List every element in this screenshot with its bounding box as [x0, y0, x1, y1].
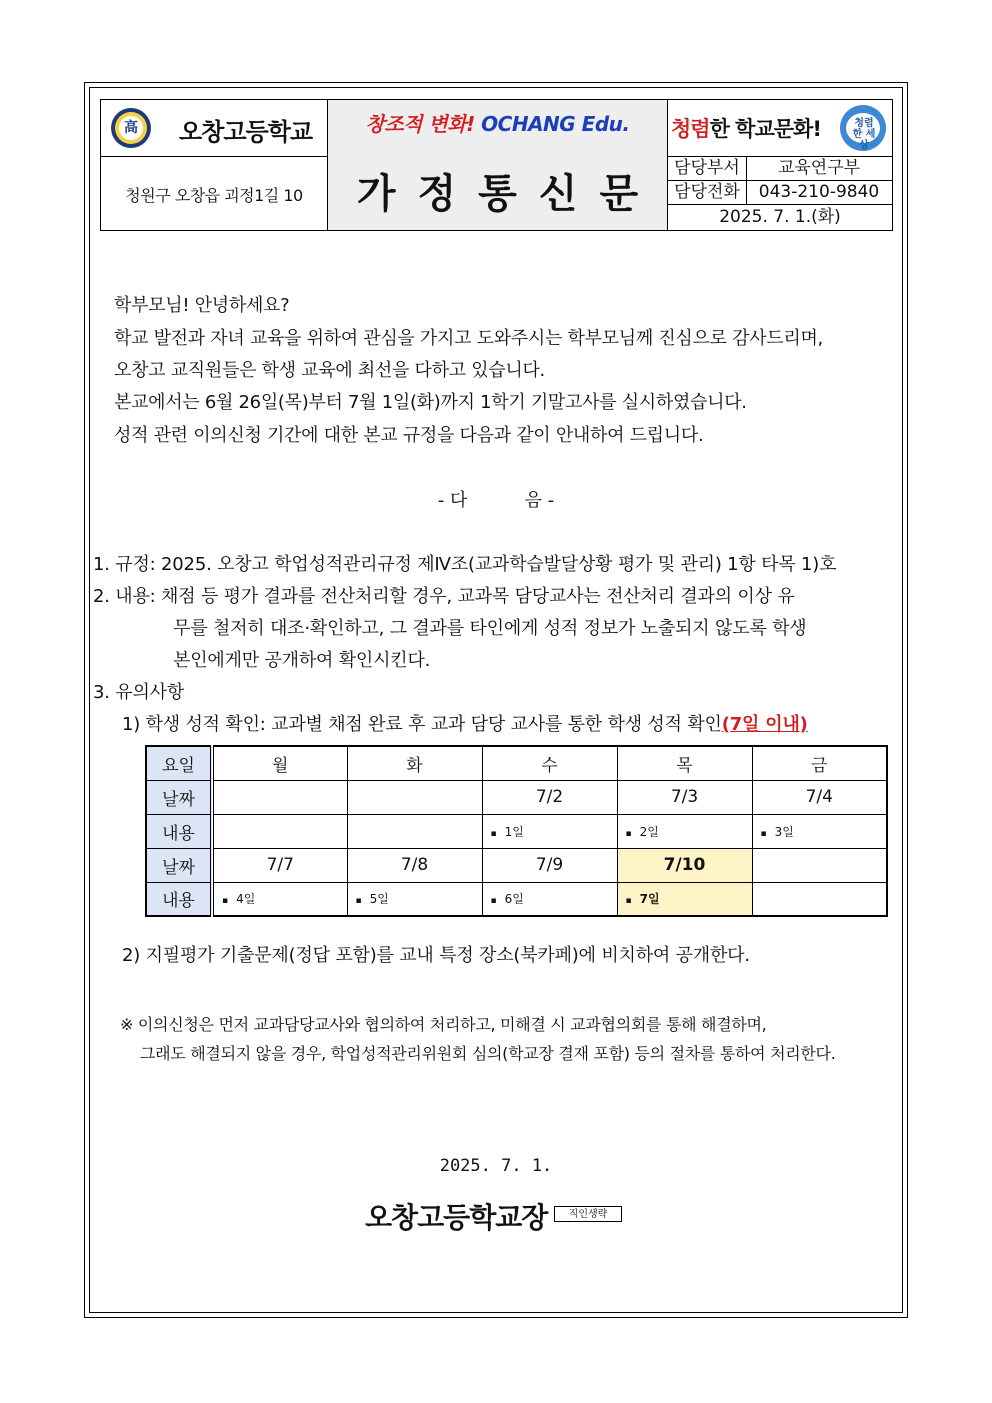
page-inner-border	[89, 87, 903, 1313]
school-logo-cell	[101, 100, 328, 157]
page-outer-border	[84, 82, 908, 1318]
address-cell	[101, 157, 328, 230]
intro-line: 본교에서는 6월 26일(목)부터 7월 1일(화)까지 1학기 기말고사를 실시하였습니다.	[114, 392, 747, 413]
school-name: 오창고등학교	[179, 118, 313, 146]
table-row: 요일 월 화 수 목 금	[146, 746, 887, 780]
appeal-note: ※ 이의신청은 먼저 교과담당교사와 협의하여 처리하고, 미해결 시 교과협의회를 통해 해결하며,	[120, 1015, 767, 1034]
deadline-count-cell: ▪ 7일	[617, 882, 752, 916]
day-count-cell: ▪ 3일	[752, 814, 887, 848]
school-emblem-icon: 高	[111, 108, 151, 148]
row-label: 요일	[146, 746, 212, 780]
slogan: 창조적 변화! OCHANG Edu.	[365, 112, 630, 136]
culture-cell	[668, 100, 892, 157]
day-count-cell: ▪ 5일	[347, 882, 482, 916]
deadline-date-cell: 7/10	[617, 848, 752, 882]
row-label: 날짜	[146, 780, 212, 814]
table-row: 날짜 7/2 7/3 7/4	[146, 780, 887, 814]
table-row	[146, 814, 887, 848]
phone-row: 담당전화 043-210-9840	[668, 181, 892, 205]
integrity-slogan: 청렴한 학교문화!	[671, 117, 821, 141]
day-count-cell: ▪ 1일	[482, 814, 617, 848]
table-row	[146, 882, 887, 916]
day-count-cell: ▪ 6일	[482, 882, 617, 916]
contact-info	[668, 157, 892, 230]
item-content-cont: 무를 철저히 대조·확인하고, 그 결과를 타인에게 성적 정보가 노출되지 않도록 학생	[173, 618, 807, 639]
item-regulation: 1. 규정: 2025. 오창고 학업성적관리규정 제Ⅳ조(교과학습발달상황 평가 및 관리) 1항 타목 1)호	[93, 554, 837, 575]
school-address: 청원구 오창읍 괴정1길 10	[125, 186, 303, 205]
row-label: 날짜	[146, 848, 212, 882]
issue-date: 2025. 7. 1.(화)	[719, 207, 841, 227]
row-label: 내용	[146, 882, 212, 916]
item-notes: 3. 유의사항	[93, 682, 185, 703]
item-content: 2. 내용: 채점 등 평가 결과를 전산처리할 경우, 교과목 담당교사는 전산처리 결과의 이상 유	[93, 586, 795, 607]
item-content-cont: 본인에게만 공개하여 확인시킨다.	[173, 650, 431, 671]
title-cell	[328, 100, 668, 230]
intro-line: 학교 발전과 자녀 교육을 위하여 관심을 가지고 도와주시는 학부모님께 진심으로 감사드리며,	[114, 328, 823, 349]
document-title: 가정통신문	[356, 171, 661, 217]
dept-row: 담당부서 교육연구부	[668, 157, 892, 181]
row-label: 내용	[146, 814, 212, 848]
subitem-grade-check: 1) 학생 성적 확인: 교과별 채점 완료 후 교과 담당 교사를 통한 학생 성적 확인(7일 이내)	[122, 714, 808, 735]
intro-line: 오창고 교직원들은 학생 교육에 최선을 다하고 있습니다.	[114, 360, 545, 381]
integrity-badge-icon: 청렴한 세상	[840, 105, 886, 151]
principal-signature: 오창고등학교장	[365, 1201, 548, 1234]
appeal-note-cont: 그래도 해결되지 않을 경우, 학업성적관리위원회 심의(학교장 결재 포함) 등의 절차를 통하여 처리한다.	[140, 1044, 836, 1063]
day-count-cell: ▪ 4일	[212, 882, 347, 916]
footer-date: 2025. 7. 1.	[439, 1156, 553, 1176]
schedule-table	[145, 745, 888, 917]
subitem-exam-display: 2) 지필평가 기출문제(정답 포함)를 교내 특정 장소(북카페)에 비치하여 공개한다.	[122, 945, 750, 966]
section-heading: - 다 음 -	[437, 490, 555, 511]
intro-line: 학부모님! 안녕하세요?	[114, 295, 290, 316]
header-table	[100, 99, 893, 231]
intro-line: 성적 관련 이의신청 기간에 대한 본교 규정을 다음과 같이 안내하여 드립니다.	[114, 425, 704, 446]
seal-omitted-stamp: 직인생략	[554, 1206, 622, 1222]
day-count-cell: ▪ 2일	[617, 814, 752, 848]
table-row: 날짜 7/7 7/8 7/9 7/10	[146, 848, 887, 882]
